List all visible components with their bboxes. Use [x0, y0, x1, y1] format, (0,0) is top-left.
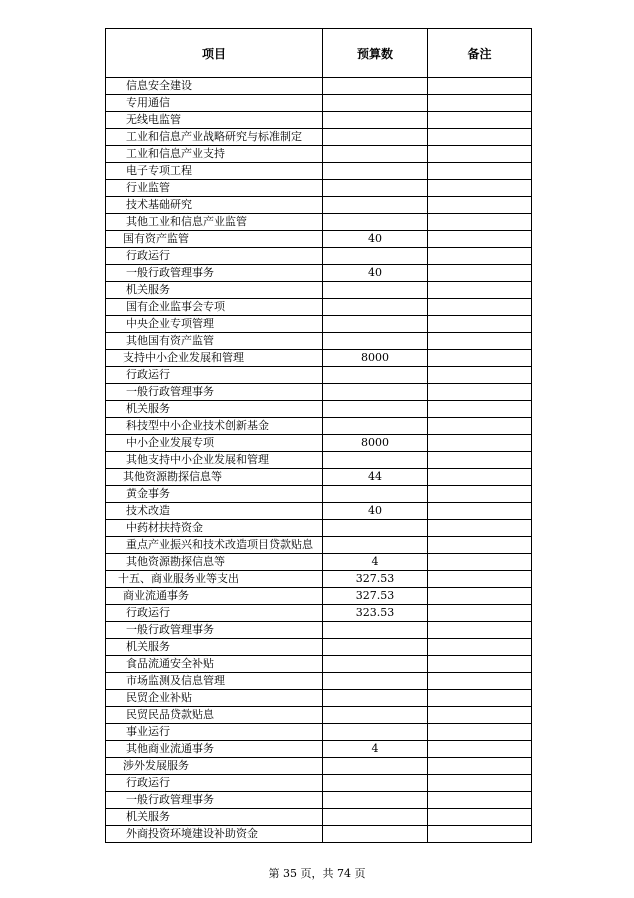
- row-remark: [428, 350, 532, 367]
- row-remark: [428, 112, 532, 129]
- table-row: [106, 163, 532, 180]
- row-budget-amount: [323, 656, 428, 673]
- table-row: [106, 758, 532, 775]
- row-budget-amount: [323, 809, 428, 826]
- row-remark: [428, 248, 532, 265]
- table-row: [106, 792, 532, 809]
- table-row: [106, 520, 532, 537]
- table-row: [106, 826, 532, 843]
- table-row: [106, 95, 532, 112]
- table-row: [106, 214, 532, 231]
- row-budget-amount: [323, 792, 428, 809]
- row-item-name: 一般行政管理事务: [106, 265, 323, 282]
- row-item-name: 一般行政管理事务: [106, 622, 323, 639]
- table-row: [106, 350, 532, 367]
- row-item-name: 支持中小企业发展和管理: [106, 350, 323, 367]
- table-row: [106, 673, 532, 690]
- row-budget-amount: [323, 282, 428, 299]
- row-item-name: 民贸企业补贴: [106, 690, 323, 707]
- table-row: [106, 571, 532, 588]
- row-item-name: 行政运行: [106, 367, 323, 384]
- table-body: [106, 78, 532, 843]
- table-row: [106, 690, 532, 707]
- row-budget-amount: [323, 826, 428, 843]
- row-remark: [428, 231, 532, 248]
- row-item-name: 电子专项工程: [106, 163, 323, 180]
- row-remark: [428, 316, 532, 333]
- row-remark: [428, 656, 532, 673]
- row-item-name: 事业运行: [106, 724, 323, 741]
- row-budget-amount: 40: [323, 231, 428, 248]
- row-item-name: 一般行政管理事务: [106, 792, 323, 809]
- row-remark: [428, 299, 532, 316]
- row-remark: [428, 792, 532, 809]
- row-remark: [428, 826, 532, 843]
- row-budget-amount: 40: [323, 265, 428, 282]
- row-budget-amount: [323, 95, 428, 112]
- row-remark: [428, 401, 532, 418]
- row-budget-amount: 8000: [323, 350, 428, 367]
- table-row: [106, 316, 532, 333]
- row-item-name: 十五、商业服务业等支出: [106, 571, 323, 588]
- row-budget-amount: [323, 724, 428, 741]
- row-remark: [428, 435, 532, 452]
- table-row: [106, 299, 532, 316]
- row-item-name: 市场监测及信息管理: [106, 673, 323, 690]
- row-item-name: 其他国有资产监管: [106, 333, 323, 350]
- row-item-name: 食品流通安全补贴: [106, 656, 323, 673]
- row-item-name: 其他支持中小企业发展和管理: [106, 452, 323, 469]
- row-remark: [428, 129, 532, 146]
- table-row: [106, 401, 532, 418]
- row-budget-amount: [323, 622, 428, 639]
- table-row: [106, 231, 532, 248]
- row-budget-amount: [323, 78, 428, 95]
- row-item-name: 其他工业和信息产业监管: [106, 214, 323, 231]
- row-item-name: 黄金事务: [106, 486, 323, 503]
- table-row: [106, 180, 532, 197]
- row-item-name: 涉外发展服务: [106, 758, 323, 775]
- row-item-name: 行政运行: [106, 605, 323, 622]
- row-item-name: 工业和信息产业战略研究与标准制定: [106, 129, 323, 146]
- row-budget-amount: [323, 452, 428, 469]
- row-remark: [428, 367, 532, 384]
- row-remark: [428, 418, 532, 435]
- row-budget-amount: [323, 384, 428, 401]
- table-row: [106, 248, 532, 265]
- row-remark: [428, 333, 532, 350]
- row-item-name: 重点产业振兴和技术改造项目贷款贴息: [106, 537, 323, 554]
- row-budget-amount: 327.53: [323, 588, 428, 605]
- row-budget-amount: [323, 758, 428, 775]
- row-remark: [428, 520, 532, 537]
- row-item-name: 行政运行: [106, 775, 323, 792]
- header-remark: 备注: [428, 29, 532, 78]
- row-budget-amount: [323, 401, 428, 418]
- row-remark: [428, 197, 532, 214]
- row-budget-amount: [323, 486, 428, 503]
- row-remark: [428, 741, 532, 758]
- row-budget-amount: [323, 520, 428, 537]
- row-budget-amount: [323, 112, 428, 129]
- row-budget-amount: [323, 775, 428, 792]
- table-row: [106, 435, 532, 452]
- table-row: [106, 452, 532, 469]
- table-row: [106, 486, 532, 503]
- row-remark: [428, 673, 532, 690]
- table-row: [106, 503, 532, 520]
- table-row: [106, 384, 532, 401]
- row-budget-amount: [323, 673, 428, 690]
- row-remark: [428, 265, 532, 282]
- table-row: [106, 809, 532, 826]
- header-row: [106, 29, 532, 78]
- table-row: [106, 282, 532, 299]
- row-item-name: 行政运行: [106, 248, 323, 265]
- row-budget-amount: [323, 180, 428, 197]
- row-budget-amount: 44: [323, 469, 428, 486]
- row-remark: [428, 180, 532, 197]
- row-remark: [428, 95, 532, 112]
- row-remark: [428, 758, 532, 775]
- row-budget-amount: [323, 163, 428, 180]
- row-budget-amount: [323, 197, 428, 214]
- row-remark: [428, 503, 532, 520]
- row-item-name: 科技型中小企业技术创新基金: [106, 418, 323, 435]
- row-remark: [428, 452, 532, 469]
- row-budget-amount: 323.53: [323, 605, 428, 622]
- row-remark: [428, 146, 532, 163]
- row-budget-amount: [323, 299, 428, 316]
- row-remark: [428, 775, 532, 792]
- table-row: [106, 129, 532, 146]
- row-budget-amount: [323, 418, 428, 435]
- row-remark: [428, 571, 532, 588]
- header-budget: 预算数: [323, 29, 428, 78]
- row-budget-amount: 8000: [323, 435, 428, 452]
- row-item-name: 中央企业专项管理: [106, 316, 323, 333]
- row-budget-amount: [323, 690, 428, 707]
- row-item-name: 机关服务: [106, 401, 323, 418]
- row-remark: [428, 690, 532, 707]
- row-budget-amount: [323, 707, 428, 724]
- row-remark: [428, 282, 532, 299]
- row-item-name: 国有企业监事会专项: [106, 299, 323, 316]
- table-row: [106, 554, 532, 571]
- row-item-name: 国有资产监管: [106, 231, 323, 248]
- row-budget-amount: 4: [323, 554, 428, 571]
- table-row: [106, 78, 532, 95]
- row-budget-amount: 4: [323, 741, 428, 758]
- table-row: [106, 265, 532, 282]
- row-budget-amount: [323, 639, 428, 656]
- row-remark: [428, 486, 532, 503]
- table-row: [106, 146, 532, 163]
- row-item-name: 工业和信息产业支持: [106, 146, 323, 163]
- row-item-name: 其他商业流通事务: [106, 741, 323, 758]
- row-budget-amount: [323, 214, 428, 231]
- row-item-name: 技术基础研究: [106, 197, 323, 214]
- row-item-name: 机关服务: [106, 639, 323, 656]
- row-budget-amount: [323, 316, 428, 333]
- row-budget-amount: [323, 537, 428, 554]
- table-row: [106, 724, 532, 741]
- table-row: [106, 741, 532, 758]
- table-row: [106, 605, 532, 622]
- row-remark: [428, 707, 532, 724]
- row-remark: [428, 605, 532, 622]
- row-remark: [428, 163, 532, 180]
- row-item-name: 专用通信: [106, 95, 323, 112]
- row-budget-amount: [323, 333, 428, 350]
- row-remark: [428, 639, 532, 656]
- table-row: [106, 537, 532, 554]
- table-row: [106, 367, 532, 384]
- row-budget-amount: [323, 146, 428, 163]
- row-budget-amount: [323, 367, 428, 384]
- table-row: [106, 639, 532, 656]
- row-item-name: 无线电监管: [106, 112, 323, 129]
- row-budget-amount: 327.53: [323, 571, 428, 588]
- row-remark: [428, 469, 532, 486]
- row-item-name: 机关服务: [106, 809, 323, 826]
- row-remark: [428, 537, 532, 554]
- row-remark: [428, 622, 532, 639]
- row-item-name: 技术改造: [106, 503, 323, 520]
- row-budget-amount: 40: [323, 503, 428, 520]
- row-remark: [428, 554, 532, 571]
- budget-table: [105, 28, 532, 843]
- table-row: [106, 333, 532, 350]
- row-remark: [428, 384, 532, 401]
- row-item-name: 民贸民品贷款贴息: [106, 707, 323, 724]
- row-item-name: 商业流通事务: [106, 588, 323, 605]
- row-item-name: 机关服务: [106, 282, 323, 299]
- row-remark: [428, 809, 532, 826]
- table-row: [106, 775, 532, 792]
- table-row: [106, 622, 532, 639]
- table-row: [106, 588, 532, 605]
- row-item-name: 外商投资环境建设补助资金: [106, 826, 323, 843]
- table-row: [106, 469, 532, 486]
- table-row: [106, 197, 532, 214]
- row-item-name: 其他资源勘探信息等: [106, 554, 323, 571]
- row-item-name: 一般行政管理事务: [106, 384, 323, 401]
- row-remark: [428, 588, 532, 605]
- table-row: [106, 418, 532, 435]
- table-row: [106, 707, 532, 724]
- row-item-name: 信息安全建设: [106, 78, 323, 95]
- row-budget-amount: [323, 129, 428, 146]
- row-remark: [428, 78, 532, 95]
- header-item: 项目: [106, 29, 323, 78]
- row-item-name: 中小企业发展专项: [106, 435, 323, 452]
- table-row: [106, 656, 532, 673]
- row-item-name: 中药材扶持资金: [106, 520, 323, 537]
- row-remark: [428, 214, 532, 231]
- table-row: [106, 112, 532, 129]
- row-remark: [428, 724, 532, 741]
- row-item-name: 行业监管: [106, 180, 323, 197]
- page-number-footer: 第 35 页，共 74 页: [268, 867, 366, 880]
- row-budget-amount: [323, 248, 428, 265]
- row-item-name: 其他资源勘探信息等: [106, 469, 323, 486]
